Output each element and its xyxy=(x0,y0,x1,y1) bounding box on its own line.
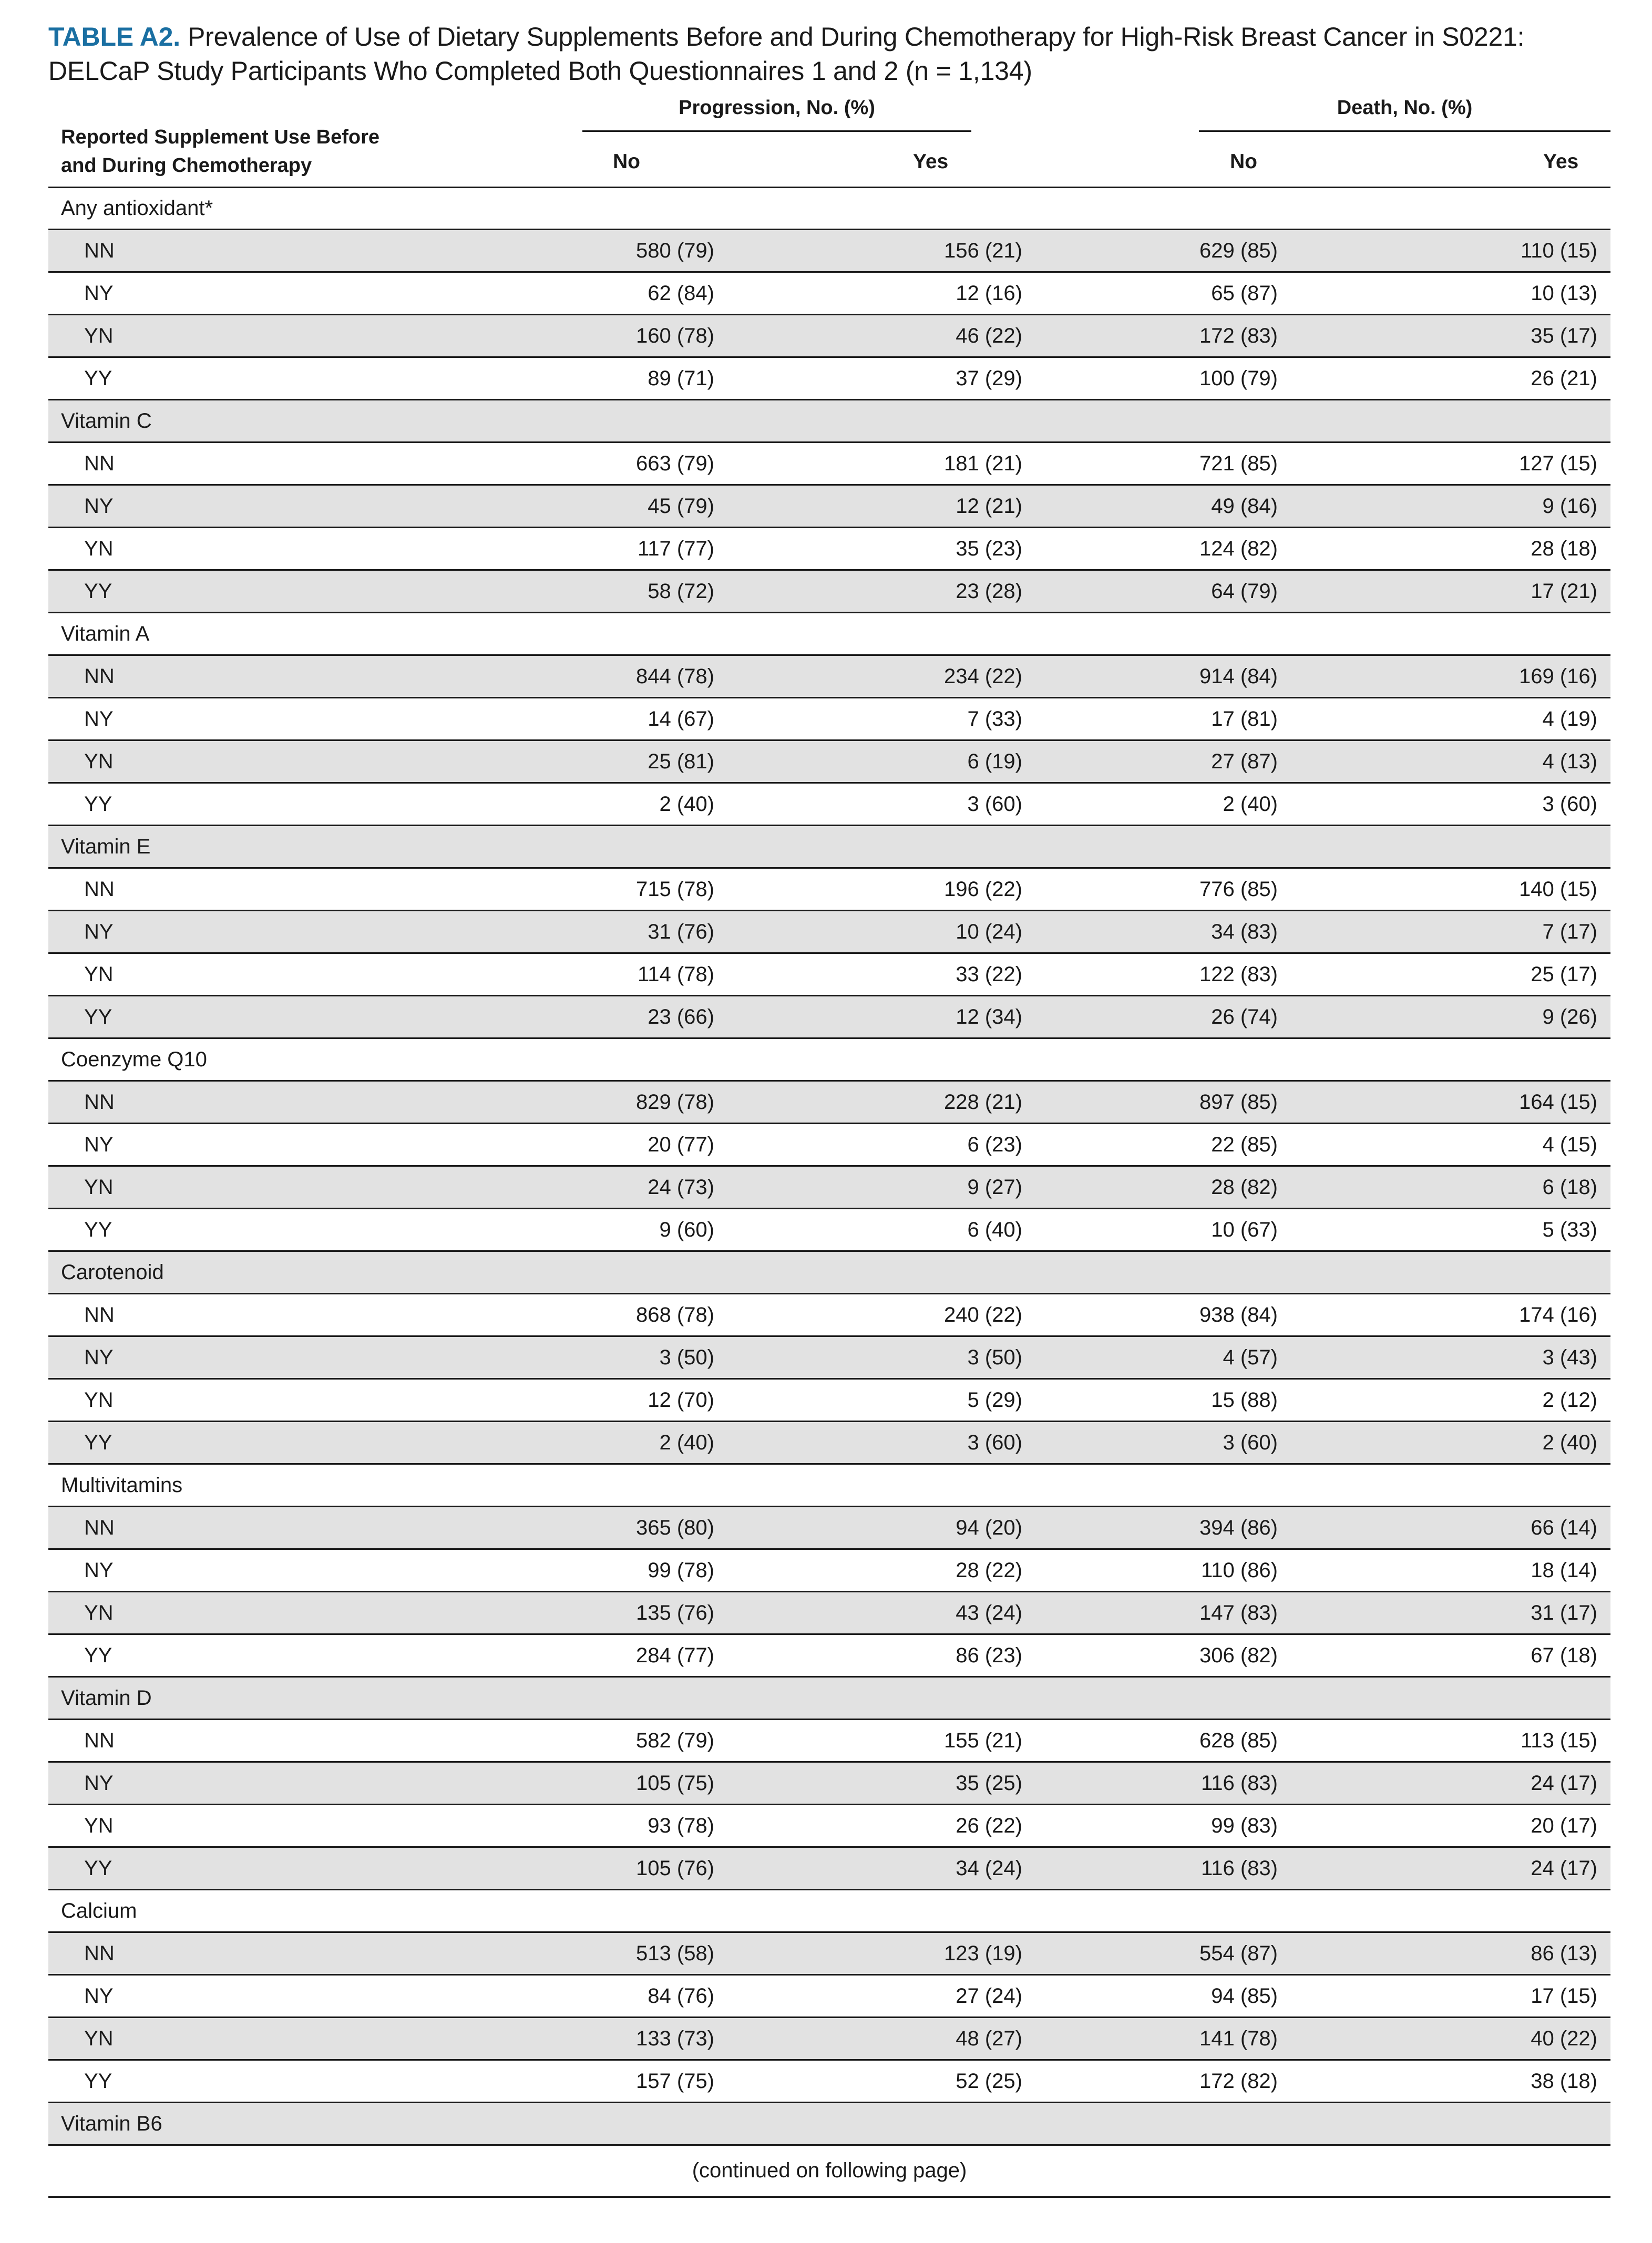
table-row xyxy=(48,1635,1610,1678)
section-name: Vitamin C xyxy=(61,409,152,433)
table-cell: 99 (83) xyxy=(1211,1814,1278,1837)
section-header-row xyxy=(48,1678,1610,1720)
table-cell: 40 (22) xyxy=(1531,2027,1597,2050)
table-cell: 27 (87) xyxy=(1211,750,1278,773)
row-label: YY xyxy=(84,2070,112,2093)
table-cell: 23 (28) xyxy=(956,580,1022,603)
table-row xyxy=(48,996,1610,1039)
row-header xyxy=(61,123,534,180)
table-cell: 156 (21) xyxy=(944,239,1022,262)
row-header-line-1: Reported Supplement Use Before xyxy=(61,126,379,148)
col-header-progression-no: No xyxy=(613,150,640,173)
table-row xyxy=(48,443,1610,486)
table-cell: 9 (16) xyxy=(1542,495,1597,518)
table-cell: 24 (17) xyxy=(1531,1857,1597,1880)
table-cell: 3 (60) xyxy=(1223,1431,1278,1454)
table-cell: 6 (18) xyxy=(1542,1176,1597,1199)
table-cell: 65 (87) xyxy=(1211,282,1278,305)
table-cell: 365 (80) xyxy=(636,1516,714,1539)
col-header-progression-yes: Yes xyxy=(913,150,949,173)
table-cell: 113 (15) xyxy=(1520,1729,1597,1752)
table-cell: 26 (22) xyxy=(956,1814,1022,1837)
table-cell: 122 (83) xyxy=(1199,963,1278,986)
table-cell: 94 (85) xyxy=(1211,1984,1278,2008)
table-cell: 33 (22) xyxy=(956,963,1022,986)
table-cell: 12 (16) xyxy=(956,282,1022,305)
table-cell: 26 (21) xyxy=(1531,367,1597,390)
table-row xyxy=(48,1507,1610,1550)
table-cell: 86 (13) xyxy=(1531,1942,1597,1965)
table-cell: 513 (58) xyxy=(636,1942,714,1965)
row-label: YY xyxy=(84,793,112,816)
table-row xyxy=(48,741,1610,784)
row-label: YN xyxy=(84,1601,114,1624)
table-cell: 284 (77) xyxy=(636,1644,714,1667)
row-label: YY xyxy=(84,1005,112,1028)
table-cell: 174 (16) xyxy=(1519,1303,1597,1326)
table-cell: 2 (40) xyxy=(659,793,714,816)
table-row xyxy=(48,1167,1610,1209)
section-header-row xyxy=(48,1252,1610,1294)
table-cell: 27 (24) xyxy=(956,1984,1022,2008)
table-cell: 124 (82) xyxy=(1199,537,1278,560)
table-cell: 17 (15) xyxy=(1531,1984,1597,2008)
section-name: Vitamin A xyxy=(61,622,150,645)
table-cell: 164 (15) xyxy=(1519,1090,1597,1114)
table-cell: 10 (13) xyxy=(1531,282,1597,305)
table-cell: 28 (82) xyxy=(1211,1176,1278,1199)
table-cell: 38 (18) xyxy=(1531,2070,1597,2093)
table-cell: 12 (34) xyxy=(956,1005,1022,1028)
section-header-row xyxy=(48,1890,1610,1933)
row-label: NN xyxy=(84,1729,115,1752)
table-cell: 12 (70) xyxy=(648,1388,714,1412)
table-cell: 24 (73) xyxy=(648,1176,714,1199)
table-cell: 169 (16) xyxy=(1519,665,1597,688)
table-cell: 938 (84) xyxy=(1199,1303,1278,1326)
table-cell: 25 (81) xyxy=(648,750,714,773)
table-cell: 100 (79) xyxy=(1199,367,1278,390)
table-cell: 663 (79) xyxy=(636,452,714,475)
section-header-row xyxy=(48,400,1610,443)
table-row xyxy=(48,273,1610,315)
row-label: NY xyxy=(84,495,114,518)
table-row xyxy=(48,315,1610,358)
row-label: NY xyxy=(84,1559,114,1582)
row-label: NN xyxy=(84,665,115,688)
section-name: Calcium xyxy=(61,1899,137,1922)
table-cell: 89 (71) xyxy=(648,367,714,390)
table-cell: 24 (17) xyxy=(1531,1772,1597,1795)
col-header-death-no: No xyxy=(1230,150,1257,173)
row-label: YN xyxy=(84,2027,114,2050)
table-cell: 3 (60) xyxy=(967,1431,1022,1454)
table-cell: 2 (40) xyxy=(1542,1431,1597,1454)
col-header-death-yes: Yes xyxy=(1543,150,1579,173)
table-cell: 6 (19) xyxy=(967,750,1022,773)
table-cell: 721 (85) xyxy=(1199,452,1278,475)
table-cell: 9 (26) xyxy=(1542,1005,1597,1028)
table-title: Prevalence of Use of Dietary Supplements Before and During Chemotherapy for High-Risk Breast Cancer in S0221: DELCaP Study Participants Who Completed Both Questionnaires 1 and 2 (n = 1,134) xyxy=(48,22,1525,86)
table-row xyxy=(48,1422,1610,1465)
table-cell: 6 (40) xyxy=(967,1218,1022,1241)
table-cell: 93 (78) xyxy=(648,1814,714,1837)
continued-note: (continued on following page) xyxy=(692,2159,967,2182)
row-label: YN xyxy=(84,537,114,560)
table-cell: 829 (78) xyxy=(636,1090,714,1114)
table-cell: 629 (85) xyxy=(1199,239,1278,262)
table-cell: 127 (15) xyxy=(1519,452,1597,475)
table-row xyxy=(48,1124,1610,1167)
table-cell: 3 (60) xyxy=(967,793,1022,816)
table-cell: 58 (72) xyxy=(648,580,714,603)
table-row xyxy=(48,1294,1610,1337)
section-header-row xyxy=(48,2103,1610,2146)
table-row xyxy=(48,1763,1610,1805)
table-cell: 18 (14) xyxy=(1531,1559,1597,1582)
table-row xyxy=(48,2061,1610,2103)
table-label: TABLE A2. xyxy=(48,22,180,52)
row-label: YY xyxy=(84,1431,112,1454)
table-cell: 7 (33) xyxy=(967,707,1022,730)
row-label: NY xyxy=(84,1772,114,1795)
group-header-death: Death, No. (%) xyxy=(1337,97,1473,119)
section-header-row xyxy=(48,1039,1610,1082)
table-row xyxy=(48,698,1610,741)
table-cell: 4 (57) xyxy=(1223,1346,1278,1369)
table-body xyxy=(48,188,1610,2146)
row-label: NY xyxy=(84,920,114,943)
table-cell: 155 (21) xyxy=(944,1729,1022,1752)
row-label: NY xyxy=(84,1984,114,2008)
row-label: NY xyxy=(84,1133,114,1156)
table-cell: 48 (27) xyxy=(956,2027,1022,2050)
section-header-row xyxy=(48,613,1610,656)
table-cell: 105 (76) xyxy=(636,1857,714,1880)
table-cell: 141 (78) xyxy=(1199,2027,1278,2050)
table-cell: 17 (81) xyxy=(1211,707,1278,730)
table-cell: 172 (82) xyxy=(1199,2070,1278,2093)
table-cell: 31 (17) xyxy=(1531,1601,1597,1624)
table-row xyxy=(48,784,1610,826)
row-label: YN xyxy=(84,1176,114,1199)
section-name: Carotenoid xyxy=(61,1261,164,1284)
table-cell: 5 (33) xyxy=(1542,1218,1597,1241)
table-cell: 26 (74) xyxy=(1211,1005,1278,1028)
table-cell: 99 (78) xyxy=(648,1559,714,1582)
table-row xyxy=(48,1720,1610,1763)
table-cell: 2 (12) xyxy=(1542,1388,1597,1412)
table-cell: 628 (85) xyxy=(1199,1729,1278,1752)
section-header-row xyxy=(48,1465,1610,1507)
row-label: NN xyxy=(84,1942,115,1965)
row-label: NN xyxy=(84,452,115,475)
table-cell: 10 (24) xyxy=(956,920,1022,943)
table-row xyxy=(48,656,1610,698)
table-row xyxy=(48,1209,1610,1252)
table-cell: 110 (15) xyxy=(1520,239,1597,262)
table-cell: 20 (77) xyxy=(648,1133,714,1156)
table-cell: 181 (21) xyxy=(944,452,1022,475)
section-header-row xyxy=(48,188,1610,230)
table-row xyxy=(48,358,1610,400)
table-cell: 34 (83) xyxy=(1211,920,1278,943)
table-cell: 15 (88) xyxy=(1211,1388,1278,1412)
table-cell: 34 (24) xyxy=(956,1857,1022,1880)
table-cell: 84 (76) xyxy=(648,1984,714,2008)
table-cell: 2 (40) xyxy=(1223,793,1278,816)
table-cell: 4 (19) xyxy=(1542,707,1597,730)
group-rule-progression xyxy=(582,130,971,132)
table-cell: 31 (76) xyxy=(648,920,714,943)
table-row xyxy=(48,1933,1610,1976)
table-cell: 160 (78) xyxy=(636,324,714,347)
table-row xyxy=(48,954,1610,996)
table-cell: 844 (78) xyxy=(636,665,714,688)
table-cell: 23 (66) xyxy=(648,1005,714,1028)
table-cell: 554 (87) xyxy=(1199,1942,1278,1965)
table-cell: 37 (29) xyxy=(956,367,1022,390)
table-cell: 46 (22) xyxy=(956,324,1022,347)
row-label: NY xyxy=(84,1346,114,1369)
table-cell: 4 (15) xyxy=(1542,1133,1597,1156)
table-cell: 140 (15) xyxy=(1519,878,1597,901)
table-cell: 28 (22) xyxy=(956,1559,1022,1582)
row-label: YY xyxy=(84,1644,112,1667)
row-header-line-2: and During Chemotherapy xyxy=(61,155,312,177)
table-cell: 4 (13) xyxy=(1542,750,1597,773)
table-cell: 6 (23) xyxy=(967,1133,1022,1156)
row-label: NN xyxy=(84,878,115,901)
table-cell: 49 (84) xyxy=(1211,495,1278,518)
table-row xyxy=(48,486,1610,528)
table-cell: 234 (22) xyxy=(944,665,1022,688)
table-cell: 20 (17) xyxy=(1531,1814,1597,1837)
table-cell: 43 (24) xyxy=(956,1601,1022,1624)
table-cell: 580 (79) xyxy=(636,239,714,262)
table-cell: 157 (75) xyxy=(636,2070,714,2093)
row-label: NN xyxy=(84,1090,115,1114)
table-cell: 117 (77) xyxy=(637,537,714,560)
table-cell: 35 (25) xyxy=(956,1772,1022,1795)
table-cell: 2 (40) xyxy=(659,1431,714,1454)
table-cell: 135 (76) xyxy=(636,1601,714,1624)
table-row xyxy=(48,528,1610,571)
table-caption xyxy=(48,20,1620,88)
table-cell: 62 (84) xyxy=(648,282,714,305)
table-row xyxy=(48,1805,1610,1848)
table-cell: 240 (22) xyxy=(944,1303,1022,1326)
table-cell: 64 (79) xyxy=(1211,580,1278,603)
row-label: NY xyxy=(84,282,114,305)
table-cell: 306 (82) xyxy=(1199,1644,1278,1667)
group-header-progression: Progression, No. (%) xyxy=(679,97,875,119)
table-cell: 105 (75) xyxy=(636,1772,714,1795)
row-label: YY xyxy=(84,367,112,390)
table-row xyxy=(48,1592,1610,1635)
row-label: YN xyxy=(84,1388,114,1412)
table-cell: 776 (85) xyxy=(1199,878,1278,901)
table-row xyxy=(48,911,1610,954)
table-cell: 9 (27) xyxy=(967,1176,1022,1199)
table-cell: 5 (29) xyxy=(967,1388,1022,1412)
table-cell: 10 (67) xyxy=(1211,1218,1278,1241)
row-label: YN xyxy=(84,324,114,347)
table-cell: 35 (17) xyxy=(1531,324,1597,347)
table-cell: 66 (14) xyxy=(1531,1516,1597,1539)
table-cell: 3 (50) xyxy=(659,1346,714,1369)
table-cell: 14 (67) xyxy=(648,707,714,730)
table-cell: 147 (83) xyxy=(1199,1601,1278,1624)
table-cell: 9 (60) xyxy=(659,1218,714,1241)
table-row xyxy=(48,1848,1610,1890)
table-cell: 25 (17) xyxy=(1531,963,1597,986)
row-label: NN xyxy=(84,1516,115,1539)
table-cell: 12 (21) xyxy=(956,495,1022,518)
section-header-row xyxy=(48,826,1610,869)
table-cell: 868 (78) xyxy=(636,1303,714,1326)
table-cell: 86 (23) xyxy=(956,1644,1022,1667)
section-name: Vitamin B6 xyxy=(61,2112,162,2135)
table-cell: 3 (60) xyxy=(1542,793,1597,816)
table-cell: 17 (21) xyxy=(1531,580,1597,603)
table-cell: 133 (73) xyxy=(636,2027,714,2050)
table-cell: 110 (86) xyxy=(1200,1559,1278,1582)
row-label: YN xyxy=(84,963,114,986)
table-cell: 52 (25) xyxy=(956,2070,1022,2093)
table-cell: 394 (86) xyxy=(1199,1516,1278,1539)
table-cell: 897 (85) xyxy=(1199,1090,1278,1114)
table-cell: 22 (85) xyxy=(1211,1133,1278,1156)
bottom-rule xyxy=(48,2196,1610,2198)
row-label: YY xyxy=(84,580,112,603)
table-row xyxy=(48,1550,1610,1592)
table-row xyxy=(48,1337,1610,1380)
table-cell: 3 (50) xyxy=(967,1346,1022,1369)
group-rule-death xyxy=(1199,130,1610,132)
table-row xyxy=(48,2018,1610,2061)
table-cell: 914 (84) xyxy=(1199,665,1278,688)
table-cell: 715 (78) xyxy=(636,878,714,901)
table-row xyxy=(48,571,1610,613)
table-cell: 172 (83) xyxy=(1199,324,1278,347)
table-cell: 67 (18) xyxy=(1531,1644,1597,1667)
section-name: Vitamin E xyxy=(61,835,151,858)
row-label: YN xyxy=(84,1814,114,1837)
table-cell: 114 (78) xyxy=(637,963,714,986)
row-label: YY xyxy=(84,1218,112,1241)
section-name: Any antioxidant* xyxy=(61,197,213,220)
table-row xyxy=(48,230,1610,273)
row-label: NN xyxy=(84,1303,115,1326)
table-cell: 3 (43) xyxy=(1542,1346,1597,1369)
table-cell: 228 (21) xyxy=(944,1090,1022,1114)
table-cell: 94 (20) xyxy=(956,1516,1022,1539)
table-row xyxy=(48,869,1610,911)
table-cell: 45 (79) xyxy=(648,495,714,518)
table-cell: 7 (17) xyxy=(1542,920,1597,943)
table-cell: 35 (23) xyxy=(956,537,1022,560)
table-row xyxy=(48,1976,1610,2018)
table-row xyxy=(48,1082,1610,1124)
table-cell: 582 (79) xyxy=(636,1729,714,1752)
section-name: Coenzyme Q10 xyxy=(61,1048,207,1071)
table-cell: 196 (22) xyxy=(944,878,1022,901)
table-row xyxy=(48,1380,1610,1422)
table-cell: 28 (18) xyxy=(1531,537,1597,560)
row-label: NN xyxy=(84,239,115,262)
table-cell: 116 (83) xyxy=(1200,1772,1278,1795)
row-label: YN xyxy=(84,750,114,773)
section-name: Vitamin D xyxy=(61,1686,152,1710)
table-cell: 123 (19) xyxy=(944,1942,1022,1965)
row-label: YY xyxy=(84,1857,112,1880)
table-cell: 116 (83) xyxy=(1200,1857,1278,1880)
row-label: NY xyxy=(84,707,114,730)
section-name: Multivitamins xyxy=(61,1474,183,1497)
